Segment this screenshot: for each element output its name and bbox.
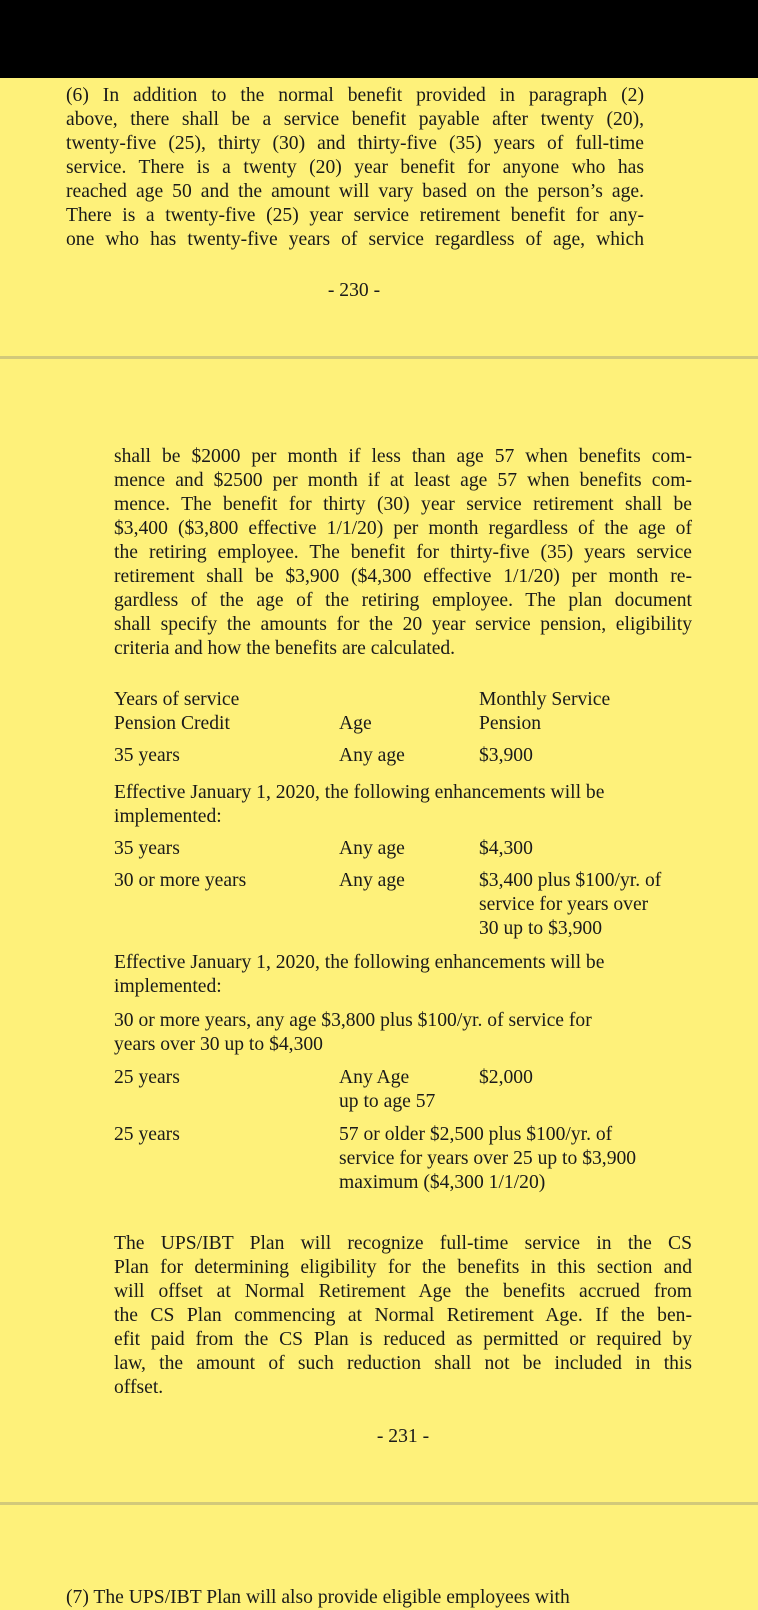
cell-years: 25 years — [114, 1067, 180, 1088]
paragraph-line: one who has twenty-five years of service regardless of age, which — [66, 229, 644, 250]
paragraph-line: will offset at Normal Retirement Age the benefits accrued from — [114, 1281, 692, 1302]
paragraph-line: mence. The benefit for thirty (30) year service retirement shall be — [114, 494, 692, 515]
cell-years: 35 years — [114, 838, 180, 859]
cell-pension: service for years over — [479, 894, 649, 915]
effective-note-1-cont: implemented: — [114, 806, 222, 827]
header-age: Age — [339, 713, 372, 734]
note-30-years-cont: years over 30 up to $4,300 — [114, 1034, 323, 1055]
cell-years: 25 years — [114, 1124, 180, 1145]
cell-pension: $3,900 — [479, 745, 533, 766]
cell-detail: maximum ($4,300 1/1/20) — [339, 1172, 546, 1193]
header-pension: Monthly Service — [479, 689, 611, 710]
paragraph-line: Plan for determining eligibility for the benefits in this section and — [114, 1257, 692, 1278]
page-divider — [0, 1502, 758, 1505]
paragraph-line: mence and $2500 per month if at least age 57 when benefits com- — [114, 470, 692, 491]
page-230-body — [66, 84, 644, 252]
effective-note-1: Effective January 1, 2020, the following enhancements will be — [114, 782, 605, 803]
cell-detail: service for years over 25 up to $3,900 — [339, 1148, 637, 1169]
paragraph-line: the CS Plan commencing at Normal Retirement Age. If the ben- — [114, 1305, 692, 1326]
paragraph-line: $3,400 ($3,800 effective 1/1/20) per month regardless of the age of — [114, 518, 692, 539]
paragraph-line: the retiring employee. The benefit for thirty-five (35) years service — [114, 542, 692, 563]
page-number-231: - 231 - — [376, 1426, 430, 1447]
header-pension-2: Pension — [479, 713, 542, 734]
paragraph-line: gardless of the age of the retiring employee. The plan document — [114, 590, 692, 611]
cell-age: up to age 57 — [339, 1091, 436, 1112]
effective-note-2-cont: implemented: — [114, 976, 222, 997]
paragraph-line: The UPS/IBT Plan will recognize full-time service in the CS — [114, 1233, 692, 1254]
page-number-230: - 230 - — [327, 280, 381, 301]
cell-pension: $4,300 — [479, 838, 533, 859]
paragraph-line: retirement shall be $3,900 ($4,300 effective 1/1/20) per month re- — [114, 566, 692, 587]
cell-years: 35 years — [114, 745, 180, 766]
cell-detail: 57 or older $2,500 plus $100/yr. of — [339, 1124, 613, 1145]
cell-age: Any age — [339, 745, 405, 766]
paragraph-line: offset. — [114, 1377, 164, 1398]
paragraph-continued — [114, 445, 692, 661]
header-years: Years of service — [114, 689, 240, 710]
effective-note-2: Effective January 1, 2020, the following enhancements will be — [114, 952, 605, 973]
paragraph-line: shall be $2000 per month if less than age 57 when benefits com- — [114, 446, 692, 467]
next-page-partial-line: (7) The UPS/IBT Plan will also provide eligible employees with — [66, 1587, 570, 1608]
paragraph-line: law, the amount of such reduction shall not be included in this — [114, 1353, 692, 1374]
paragraph-line: above, there shall be a service benefit payable after twenty (20), — [66, 109, 644, 130]
cell-age: Any age — [339, 838, 405, 859]
cell-age: Any age — [339, 870, 405, 891]
top-black-bar — [0, 0, 758, 78]
cell-pension: $3,400 plus $100/yr. of — [479, 870, 662, 891]
cell-pension: $2,000 — [479, 1067, 533, 1088]
paragraph-line: twenty-five (25), thirty (30) and thirty-five (35) years of full-time — [66, 133, 644, 154]
paragraph-line: reached age 50 and the amount will vary based on the person’s age. — [66, 181, 644, 202]
paragraph-line: service. There is a twenty (20) year benefit for anyone who has — [66, 157, 644, 178]
header-credit: Pension Credit — [114, 713, 230, 734]
paragraph-line: (6) In addition to the normal benefit provided in paragraph (2) — [66, 85, 644, 106]
page-231-body — [114, 445, 692, 1398]
cell-pension: 30 up to $3,900 — [479, 918, 603, 939]
paragraph-6 — [66, 84, 644, 252]
paragraph-line: criteria and how the benefits are calculated. — [114, 638, 456, 659]
paragraph-line: shall specify the amounts for the 20 year service pension, eligibility — [114, 614, 692, 635]
note-30-years: 30 or more years, any age $3,800 plus $100/yr. of service for — [114, 1010, 592, 1031]
cell-years: 30 or more years — [114, 870, 247, 891]
paragraph-line: efit paid from the CS Plan is reduced as permitted or required by — [114, 1329, 692, 1350]
paragraph-line: There is a twenty-five (25) year service retirement benefit for any- — [66, 205, 644, 226]
cell-age: Any Age — [339, 1067, 410, 1088]
page-divider — [0, 356, 758, 359]
closing-paragraph — [114, 1232, 692, 1400]
